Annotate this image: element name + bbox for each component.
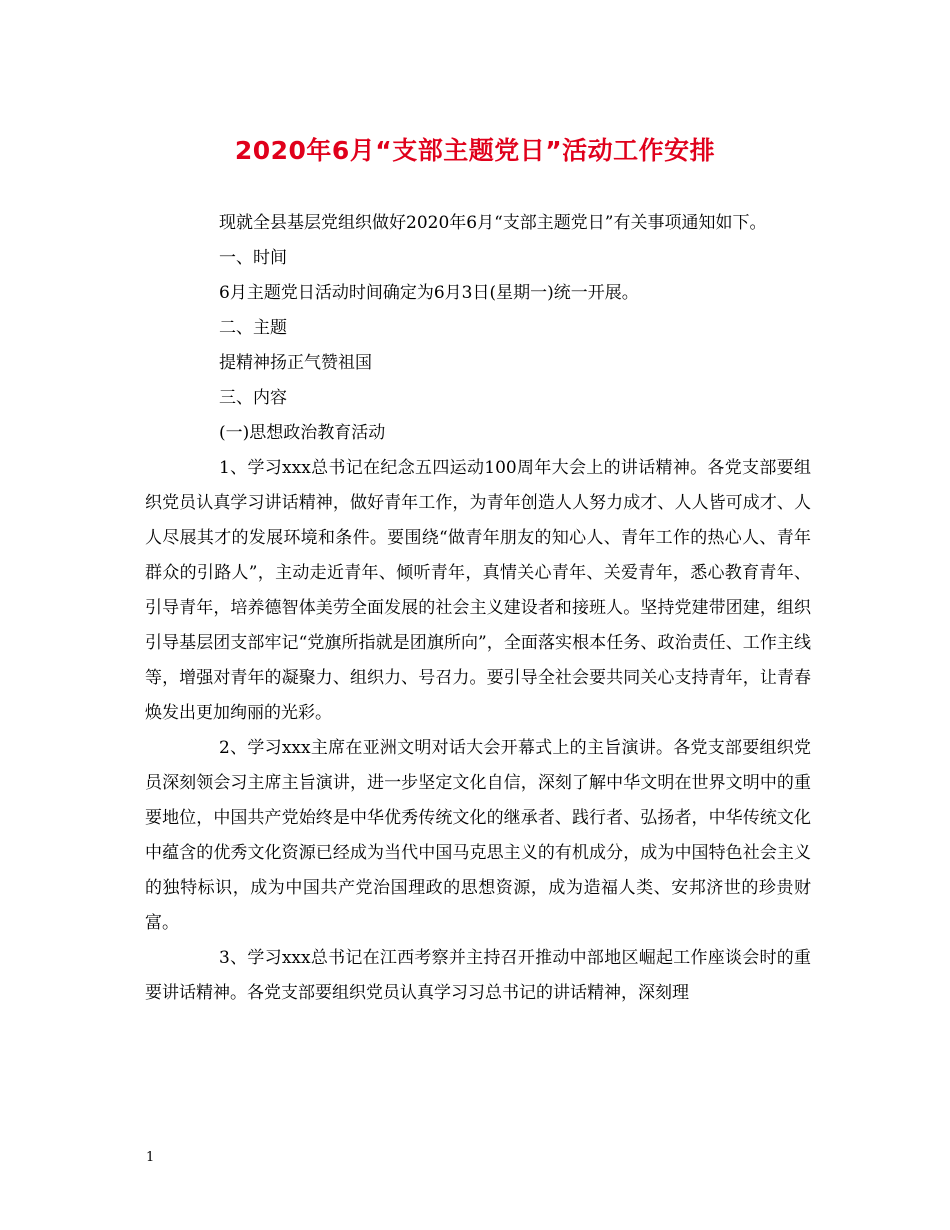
- subsection-heading: (一)思想政治教育活动: [219, 423, 386, 443]
- time-paragraph: 6月主题党日活动时间确定为6月3日(星期一)统一开展。: [219, 283, 639, 303]
- section-heading-time: 一、时间: [219, 248, 287, 268]
- theme-paragraph: 提精神扬正气赞祖国: [219, 353, 372, 373]
- document-title: 2020年6月“支部主题党日”活动工作安排: [234, 136, 716, 165]
- page-number: 1: [146, 1150, 155, 1165]
- section-heading-content: 三、内容: [219, 388, 287, 408]
- content-item-1: 1、学习xxx总书记在纪念五四运动100周年大会上的讲话精神。各党支部要组织党员认真学习讲话精神，做好青年工作，为青年创造人人努力成才、人人皆可成才、人人尽展其才的发展环境和条件。要围绕“做青年朋友的知心人、青年工作的热心人、青年群众的引路人”，主动走近青年、倾听青年，真情关心青年、关爱青年，悉心教育青年、引导青年，培养德智体美劳全面发展的社会主义建设者和接班人。坚持党建带团建，组织引导基层团支部牢记“党旗所指就是团旗所向”，全面落实根本任务、政治责任、工作主线等，增强对青年的凝聚力、组织力、号召力。要引导全社会要共同关心支持青年，让青春焕发出更加绚丽的光彩。: [145, 458, 811, 723]
- document-body: [145, 206, 811, 1011]
- content-item-3: 3、学习xxx总书记在江西考察并主持召开推动中部地区崛起工作座谈会时的重要讲话精神。各党支部要组织党员认真学习习总书记的讲话精神，深刻理: [145, 948, 811, 1003]
- section-heading-theme: 二、主题: [219, 318, 287, 338]
- intro-paragraph: 现就全县基层党组织做好2020年6月“支部主题党日”有关事项通知如下。: [219, 213, 767, 233]
- content-item-2: 2、学习xxx主席在亚洲文明对话大会开幕式上的主旨演讲。各党支部要组织党员深刻领会习主席主旨演讲，进一步坚定文化自信，深刻了解中华文明在世界文明中的重要地位，中国共产党始终是中华优秀传统文化的继承者、践行者、弘扬者，中华传统文化中蕴含的优秀文化资源已经成为当代中国马克思主义的有机成分，成为中国特色社会主义的独特标识，成为中国共产党治国理政的思想资源，成为造福人类、安邦济世的珍贵财富。: [145, 738, 811, 933]
